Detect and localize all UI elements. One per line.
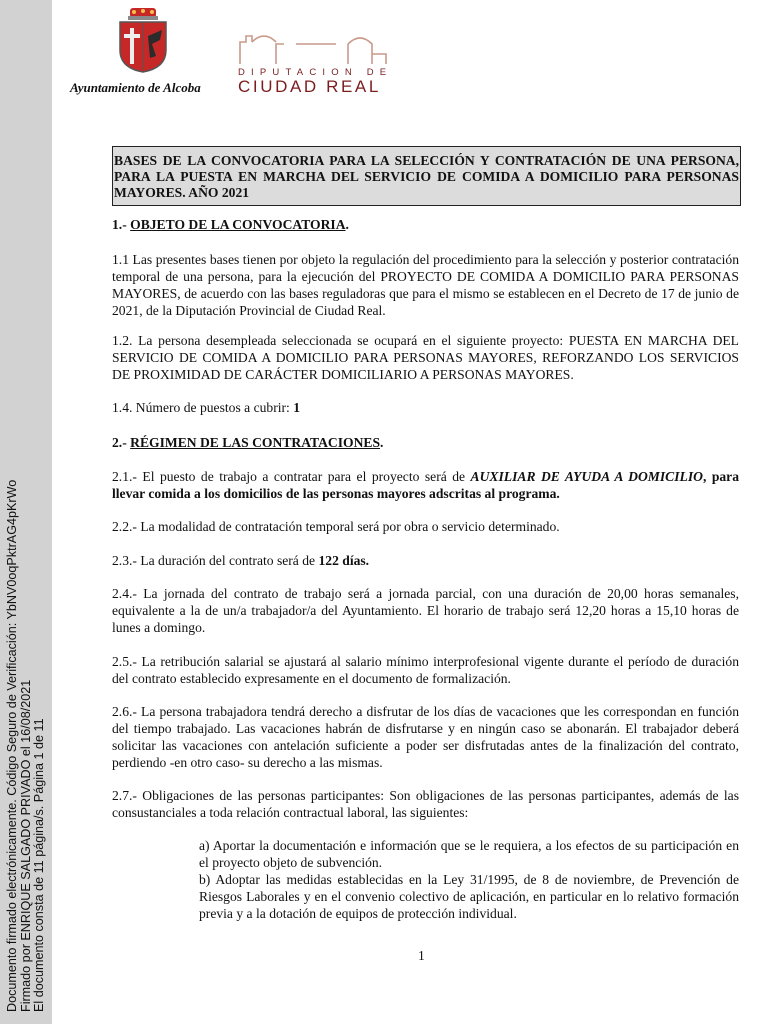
page-number: 1 [418,948,425,963]
section-2-heading: 2.- RÉGIMEN DE LAS CONTRATACIONES. [112,435,384,450]
paragraph-2-4: 2.4.- La jornada del contrato de trabajo será a jornada parcial, con una duración de 20,00 horas semanales, equivalente a la de un/a trabajador/a del Ayuntamiento. El horario de trabajo será 12,20 horas a 15,10 horas de lunes a domingo. [112,586,739,635]
contract-duration: 122 días. [318,553,370,568]
signature-line-3: El documento consta de 11 página/s. Página 1 de 11 [32,718,47,1012]
signature-line-2: Firmado por ENRIQUE SALGADO PRIVADO el 16/08/2021 [18,679,33,1012]
job-title: AUXILIAR DE AYUDA A DOMICILIO [470,469,703,484]
paragraph-1-4-text: 1.4. Número de puestos a cubrir: [112,400,294,415]
paragraph-2-6: 2.6.- La persona trabajadora tendrá derecho a disfrutar de los días de vacaciones que les correspondan en función del tiempo trabajado. Las vacaciones habrán de disfrutarse y en ningún caso se abonarán. El trabajador deberá solicitar las vacaciones con antelación suficiente a poder ser disfrutadas antes de la finalización del contrato, perdiendo -en otro caso- su derecho a las mismas. [112,704,739,770]
document-header [60,0,760,110]
paragraph-1-2: 1.2. La persona desempleada seleccionada se ocupará en el siguiente proyecto: PUESTA EN MARCHA DEL SERVICIO DE COMIDA A DOMICILIO PARA PERSONAS MAYORES, REFORZANDO LOS SERVICIOS DE PROXIMIDAD DE CARÁCTER DOMICILIARIO A PERSONAS MAYORES. [112,333,739,382]
paragraph-2-2: 2.2.- La modalidad de contratación temporal será por obra o servicio determinado. [112,519,560,534]
list-item-b: b) Adoptar las medidas establecidas en la Ley 31/1995, de 8 de noviembre, de Prevención de Riesgos Laborales y en el convenio colectivo de aplicación, en particular en lo relativo formación previa y a la dotación de equipos de protección individual. [199,872,739,921]
diputacion-line-2: CIUDAD REAL [238,77,381,96]
signature-text [6,480,47,1012]
paragraph-2-1 [112,468,739,502]
document-title: BASES DE LA CONVOCATORIA PARA LA SELECCIÓN Y CONTRATACIÓN DE UNA PERSONA, PARA LA PUESTA EN MARCHA DEL SERVICIO DE COMIDA A DOMICILIO PARA PERSONAS MAYORES. AÑO 2021 [112,146,741,206]
coat-of-arms-icon [116,6,170,74]
signature-sidebar [0,0,52,1024]
paragraph-2-5: 2.5.- La retribución salarial se ajustará al salario mínimo interprofesional vigente durante el período de duración del contrato establecido expresamente en el documento de formalización. [112,654,739,686]
paragraph-2-7: 2.7.- Obligaciones de las personas participantes: Son obligaciones de las personas participantes, además de las consustanciales a toda relación contractual laboral, las siguientes: [112,788,739,820]
section-1-number: 1.- [112,217,131,232]
paragraph-2-3 [112,552,739,569]
paragraph-2-3-text: 2.3.- La duración del contrato será de [112,553,319,568]
ayuntamiento-label: Ayuntamiento de Alcoba [70,80,201,95]
positions-count: 1 [293,400,301,415]
list-item-a: a) Aportar la documentación e información que se le requiera, a los efectos de su participación en el proyecto objeto de subvención. [199,838,739,870]
paragraph-2-1-text: 2.1.- El puesto de trabajo a contratar para el proyecto será de [112,469,471,484]
section-1-title: OBJETO DE LA CONVOCATORIA [130,217,346,232]
diputacion-line-1: DIPUTACION DE [238,67,393,78]
section-2-number: 2.- [112,435,131,450]
paragraph-1-4 [112,399,739,416]
paragraph-1-1: 1.1 Las presentes bases tienen por objeto la regulación del procedimiento para la selección y posterior contratación temporal de una persona, para la ejecución del PROYECTO DE COMIDA A DOMICILIO PARA PERSONAS MAYORES, de acuerdo con las bases reguladoras que para el mismo se establecen en el Decreto de 17 de junio de 2021, de la Diputación Provincial de Ciudad Real. [112,252,739,318]
paragraph-2-1-rest: , para llevar comida a los domicilios de las personas mayores adscritas al programa. [112,469,740,501]
section-1-heading: 1.- OBJETO DE LA CONVOCATORIA. [112,217,349,232]
section-2-title: RÉGIMEN DE LAS CONTRATACIONES [130,435,381,450]
signature-line-1: Documento firmado electrónicamente. Código Seguro de Verificación: YbNV0oqPktrAG4pKrWo [5,479,19,1012]
